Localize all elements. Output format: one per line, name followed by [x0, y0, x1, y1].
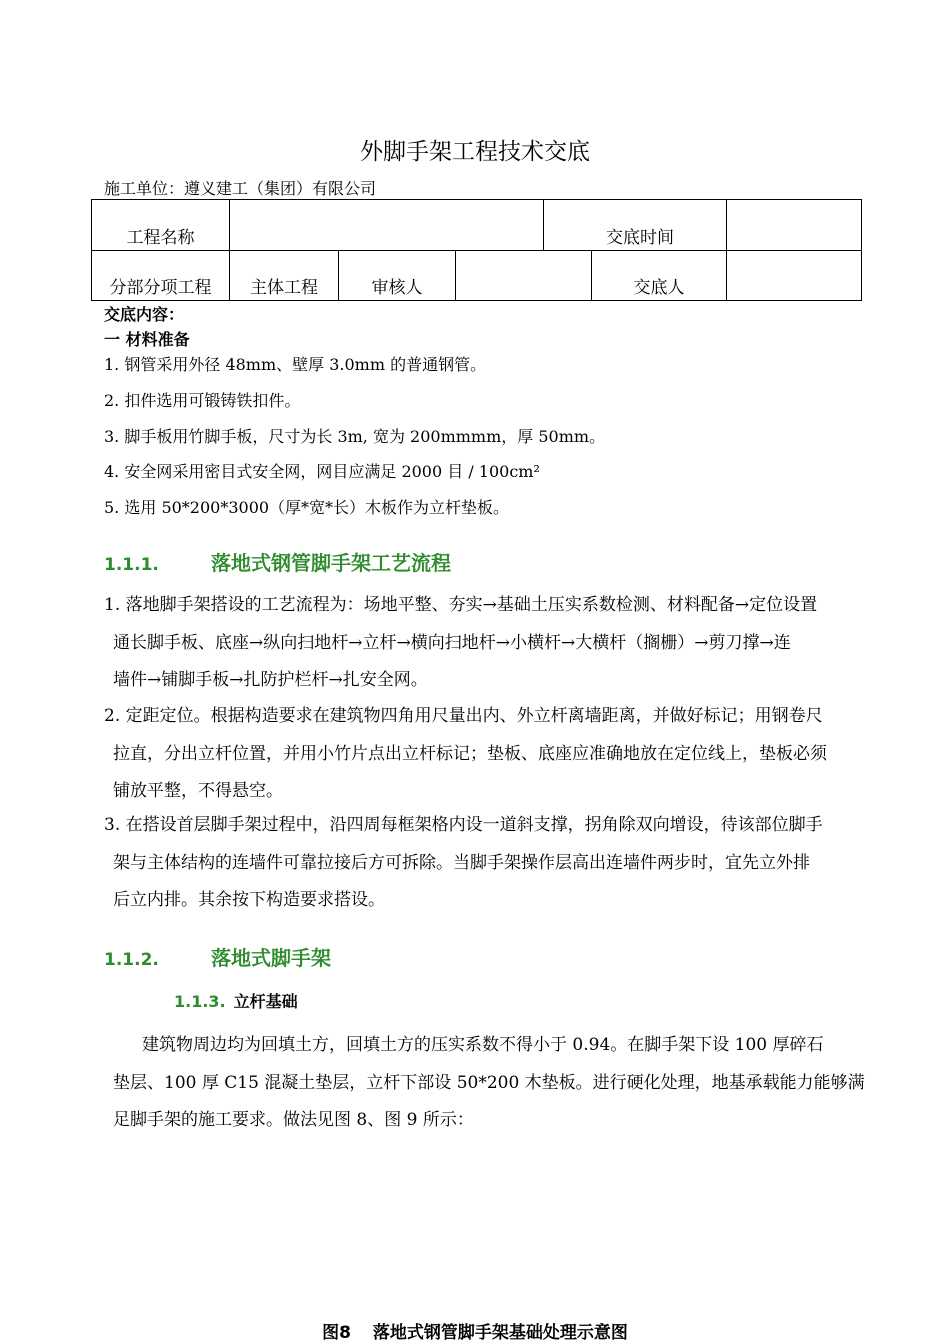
construction-unit-line: 施工单位：遵义建工（集团）有限公司	[104, 179, 377, 198]
subproject-value: 主体工程	[230, 251, 339, 301]
section-heading-113	[174, 989, 298, 1012]
document-title: 外脚手架工程技术交底	[360, 139, 590, 165]
section-title: 立杆基础	[233, 992, 298, 1011]
table-row	[92, 200, 862, 251]
subproject-label: 分部分项工程	[92, 251, 230, 301]
section-number: 1.1.1.	[104, 555, 159, 575]
section-heading-111	[104, 547, 451, 576]
reviewer-value	[456, 251, 592, 301]
materials-heading: 一 材料准备	[104, 330, 190, 349]
section-title: 落地式脚手架	[211, 946, 331, 970]
paragraph-line: 架与主体结构的连墙件可靠拉接后方可拆除。当脚手架操作层高出连墙件两步时，宜先立外排	[113, 852, 810, 873]
erection-paragraph	[104, 807, 892, 920]
figure-number: 图8	[322, 1323, 351, 1343]
reviewer-label: 审核人	[339, 251, 456, 301]
positioning-paragraph	[104, 698, 892, 811]
handover-info-table	[91, 199, 862, 301]
content-label: 交底内容：	[104, 305, 185, 324]
project-name-value	[230, 200, 544, 251]
section-title: 落地式钢管脚手架工艺流程	[211, 551, 451, 575]
project-name-label: 工程名称	[92, 200, 230, 251]
paragraph-line: 足脚手架的施工要求。做法见图 8、图 9 所示：	[113, 1110, 474, 1130]
section-heading-112	[104, 942, 331, 971]
material-item: 4. 安全网采用密目式安全网，网目应满足 2000 目 / 100cm²	[104, 462, 540, 481]
paragraph-line: 2. 定距定位。根据构造要求在建筑物四角用尺量出内、外立杆离墙距离，并做好标记；用钢卷尺	[104, 706, 823, 726]
paragraph-line: 建筑物周边均为回填土方，回填土方的压实系数不得小于 0.94。在脚手架下设 100 厚碎石	[142, 1035, 824, 1055]
material-item: 2. 扣件选用可锻铸铁扣件。	[104, 391, 301, 410]
paragraph-line: 墙件→铺脚手板→扎防护栏杆→扎安全网。	[113, 670, 428, 690]
figure-caption	[0, 1318, 950, 1343]
paragraph-line: 后立内排。其余按下构造要求搭设。	[113, 890, 385, 910]
material-item: 3. 脚手板用竹脚手板，尺寸为长 3m, 宽为 200mmmm，厚 50mm。	[104, 427, 606, 446]
handover-person-label: 交底人	[592, 251, 727, 301]
handover-time-value	[727, 200, 862, 251]
handover-person-value	[727, 251, 862, 301]
process-paragraph	[104, 587, 892, 700]
material-item: 5. 选用 50*200*3000（厚*宽*长）木板作为立杆垫板。	[104, 498, 510, 517]
foundation-paragraph	[104, 1027, 892, 1140]
paragraph-line: 1. 落地脚手架搭设的工艺流程为：场地平整、夯实→基础土压实系数检测、材料配备→定位设置	[104, 595, 818, 615]
material-item: 1. 钢管采用外径 48mm、壁厚 3.0mm 的普通钢管。	[104, 355, 487, 374]
section-number: 1.1.3.	[174, 992, 226, 1011]
section-number: 1.1.2.	[104, 950, 159, 970]
paragraph-line: 垫层、100 厚 C15 混凝土垫层，立杆下部设 50*200 木垫板。进行硬化处理，地基承载能力能够满	[113, 1072, 865, 1093]
paragraph-line: 拉直，分出立杆位置，并用小竹片点出立杆标记；垫板、底座应准确地放在定位线上，垫板必须	[113, 743, 827, 764]
figure-title: 落地式钢管脚手架基础处理示意图	[372, 1323, 628, 1343]
table-row	[92, 251, 862, 301]
handover-time-label: 交底时间	[544, 200, 727, 251]
paragraph-line: 通长脚手板、底座→纵向扫地杆→立杆→横向扫地杆→小横杆→大横杆（搁栅）→剪刀撑→连	[113, 632, 791, 653]
paragraph-line: 3. 在搭设首层脚手架过程中，沿四周每框架格内设一道斜支撑，拐角除双向增设，待该部位脚手	[104, 815, 823, 835]
paragraph-line: 铺放平整，不得悬空。	[113, 781, 283, 801]
